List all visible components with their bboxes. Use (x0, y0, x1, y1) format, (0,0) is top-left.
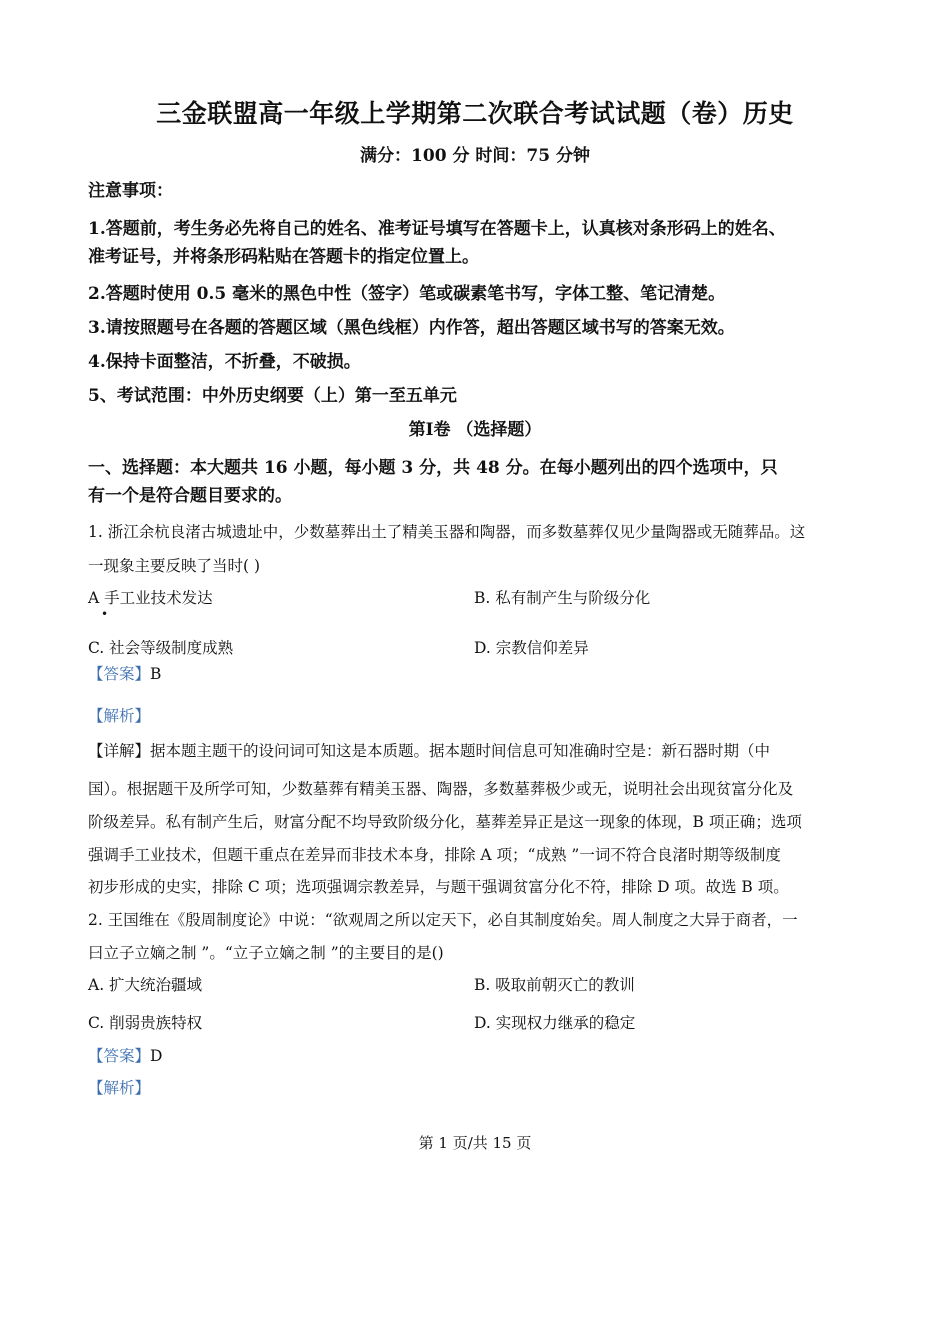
notice-item-4: 4.保持卡面整洁，不折叠，不破损。 (88, 352, 361, 372)
q1-stem-line-1: 1. 浙江余杭良渚古城遗址中，少数墓葬出土了精美玉器和陶器，而多数墓葬仅见少量陶器或无随葬品。这 (88, 523, 806, 541)
q1-option-c: C. 社会等级制度成熟 (88, 639, 234, 657)
notice-item-1-line-2: 准考证号，并将条形码粘贴在答题卡的指定位置上。 (88, 247, 479, 267)
answer-label: 【答案】 (88, 665, 151, 683)
q2-stem-line-2: 曰立子立嫡之制 ”。“立子立嫡之制 ”的主要目的是() (88, 944, 444, 962)
exam-score-time: 满分：100 分 时间：75 分钟 (360, 146, 590, 166)
q1-detail-line-1: 【详解】据本题主题干的设问词可知这是本质题。据本题时间信息可知准确时空是：新石器时期（中 (88, 742, 771, 760)
q1-detail-line-5: 初步形成的史实，排除 C 项；选项强调宗教差异，与题干强调贫富分化不符，排除 D 项。故选 B 项。 (88, 878, 789, 896)
notice-item-3: 3.请按照题号在各题的答题区域（黑色线框）内作答，超出答题区域书写的答案无效。 (88, 318, 735, 338)
section-instructions-line-1: 一、选择题：本大题共 16 小题，每小题 3 分，共 48 分。在每小题列出的四个选项中，只 (88, 458, 778, 478)
q1-detail-line-4: 强调手工业技术，但题干重点在差异而非技术本身，排除 A 项；“成熟 ”一词不符合良渚时期等级制度 (88, 846, 781, 864)
notice-heading: 注意事项： (88, 181, 173, 201)
notice-item-1-line-1: 1.答题前，考生务必先将自己的姓名、准考证号填写在答题卡上，认真核对条形码上的姓名、 (88, 219, 786, 239)
q1-detail-line-3: 阶级差异。私有制产生后，财富分配不均导致阶级分化，墓葬差异正是这一现象的体现，B 项正确；选项 (88, 813, 802, 831)
q2-analysis-label: 【解析】 (88, 1079, 151, 1097)
q1-detail-line-2: 国）。根据题干及所学可知，少数墓葬有精美玉器、陶器，多数墓葬极少或无，说明社会出现贫富分化及 (88, 780, 794, 798)
q1-option-d: D. 宗教信仰差异 (474, 639, 589, 657)
q1-option-a: A 手工业技术发达 (88, 589, 213, 607)
section-instructions-line-2: 有一个是符合题目要求的。 (88, 486, 292, 506)
q2-option-d: D. 实现权力继承的稳定 (474, 1014, 636, 1032)
q2-option-b: B. 吸取前朝灭亡的教训 (474, 976, 635, 994)
dot-mark-icon: • (101, 607, 109, 621)
q1-analysis-label: 【解析】 (88, 707, 151, 725)
notice-item-2: 2.答题时使用 0.5 毫米的黑色中性（签字）笔或碳素笔书写，字体工整、笔记清楚。 (88, 284, 726, 304)
q2-stem-line-1: 2. 王国维在《殷周制度论》中说：“欲观周之所以定天下，必自其制度始矣。周人制度之大异于商者，一 (88, 911, 798, 929)
q2-option-c: C. 削弱贵族特权 (88, 1014, 203, 1032)
page-number: 第 1 页/共 15 页 (418, 1134, 532, 1152)
answer-label: 【答案】 (88, 1047, 151, 1065)
answer-value: B (150, 665, 162, 683)
q2-answer (88, 1044, 162, 1066)
q1-answer (88, 662, 161, 684)
q1-stem-line-2: 一现象主要反映了当时( ) (88, 557, 261, 575)
q1-option-b: B. 私有制产生与阶级分化 (474, 589, 651, 607)
notice-item-5: 5、考试范围：中外历史纲要（上）第一至五单元 (88, 386, 457, 406)
volume-heading: 第Ⅰ卷 （选择题） (408, 420, 542, 440)
answer-value: D (150, 1047, 163, 1065)
q2-option-a: A. 扩大统治疆域 (88, 976, 203, 994)
page-title: 三金联盟高一年级上学期第二次联合考试试题（卷）历史 (156, 99, 794, 128)
detail-label: 【详解】 (88, 742, 151, 760)
